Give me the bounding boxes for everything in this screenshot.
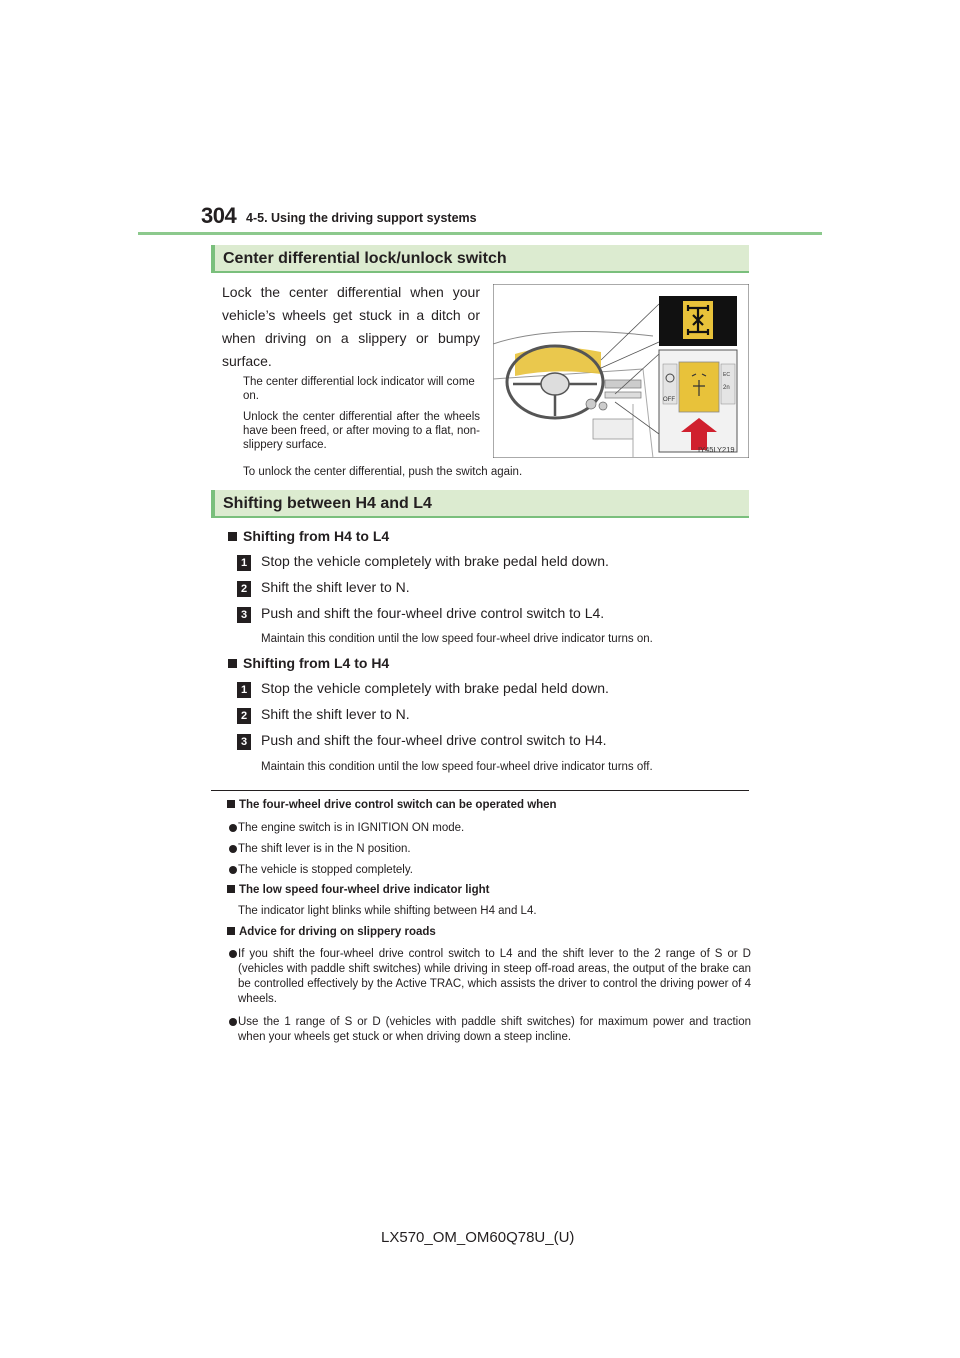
- step-number: 2: [237, 708, 251, 724]
- dot-bullet-icon: [229, 950, 237, 958]
- note-unlock: Unlock the center differential after the wheels have been freed, or after moving to a flat, non-slippery surface.: [243, 411, 480, 451]
- lock-intro: Lock the center differential when your vehicle’s wheels get stuck in a ditch or when driving on a slippery or bumpy surface.: [222, 284, 480, 369]
- footer-model-code: LX570_OM_OM60Q78U_(U): [381, 1229, 575, 1246]
- figure-caption: IY45LY219: [698, 445, 735, 454]
- step-text: Stop the vehicle completely with brake pedal held down.: [261, 680, 609, 696]
- step-text: Stop the vehicle completely with brake pedal held down.: [261, 553, 609, 569]
- step-number: 1: [237, 555, 251, 571]
- bullet-item: The vehicle is stopped completely.: [229, 863, 751, 878]
- step-text: Push and shift the four-wheel drive control switch to H4.: [261, 732, 607, 748]
- section-heading-shift: Shifting between H4 and L4: [211, 490, 749, 518]
- subheading-l4-to-h4: Shifting from L4 to H4: [228, 655, 389, 671]
- bullet-item: Use the 1 range of S or D (vehicles with paddle shift switches) for maximum power and traction when your wheels get stuck or when driving down a steep incline.: [229, 1015, 751, 1045]
- bullet-item: If you shift the four-wheel drive control switch to L4 and the shift lever to the 2 range of S or D (vehicles with paddle shift switches) while driving in steep off-road areas, the output of the brake can be controlled effectively by the Active TRAC, which assists the driver to control the driving power of 4 wheels.: [229, 947, 751, 1007]
- square-bullet-icon: [228, 532, 237, 541]
- step-number: 3: [237, 607, 251, 623]
- note-push-again: To unlock the center differential, push the switch again.: [243, 466, 523, 478]
- switch-label-off: OFF: [663, 397, 675, 403]
- indicator-text: The indicator light blinks while shifting between H4 and L4.: [238, 905, 537, 917]
- step-number: 1: [237, 682, 251, 698]
- info-heading-operate: The four-wheel drive control switch can be operated when: [227, 799, 557, 811]
- dot-bullet-icon: [229, 866, 237, 874]
- header-rule: [138, 232, 822, 235]
- step-note: Maintain this condition until the low speed four-wheel drive indicator turns on.: [261, 633, 653, 645]
- info-heading-advice: Advice for driving on slippery roads: [227, 926, 436, 938]
- dashboard-illustration: [493, 284, 749, 458]
- switch-label-ec: EC: [723, 372, 730, 378]
- chapter-title: 4-5. Using the driving support systems: [246, 211, 477, 225]
- step-text: Shift the shift lever to N.: [261, 706, 410, 722]
- dot-bullet-icon: [229, 824, 237, 832]
- page-number: 304: [201, 203, 237, 228]
- bullet-item: The shift lever is in the N position.: [229, 842, 751, 857]
- square-bullet-icon: [227, 800, 235, 808]
- step-number: 2: [237, 581, 251, 597]
- dot-bullet-icon: [229, 1018, 237, 1026]
- square-bullet-icon: [228, 659, 237, 668]
- square-bullet-icon: [227, 927, 235, 935]
- step-text: Push and shift the four-wheel drive control switch to L4.: [261, 605, 605, 621]
- bullet-item: The engine switch is in IGNITION ON mode.: [229, 821, 751, 836]
- dot-bullet-icon: [229, 845, 237, 853]
- step-text: Shift the shift lever to N.: [261, 579, 410, 595]
- info-heading-indicator: The low speed four-wheel drive indicator light: [227, 884, 489, 896]
- subheading-h4-to-l4: Shifting from H4 to L4: [228, 528, 389, 544]
- step-number: 3: [237, 734, 251, 750]
- note-indicator: The center differential lock indicator will come on.: [243, 376, 475, 402]
- section-divider: [211, 790, 749, 791]
- section-heading-lock: Center differential lock/unlock switch: [211, 245, 749, 273]
- square-bullet-icon: [227, 885, 235, 893]
- switch-label-2n: 2n: [723, 385, 730, 391]
- step-note: Maintain this condition until the low speed four-wheel drive indicator turns off.: [261, 761, 653, 773]
- dashboard-drawing: [493, 284, 749, 458]
